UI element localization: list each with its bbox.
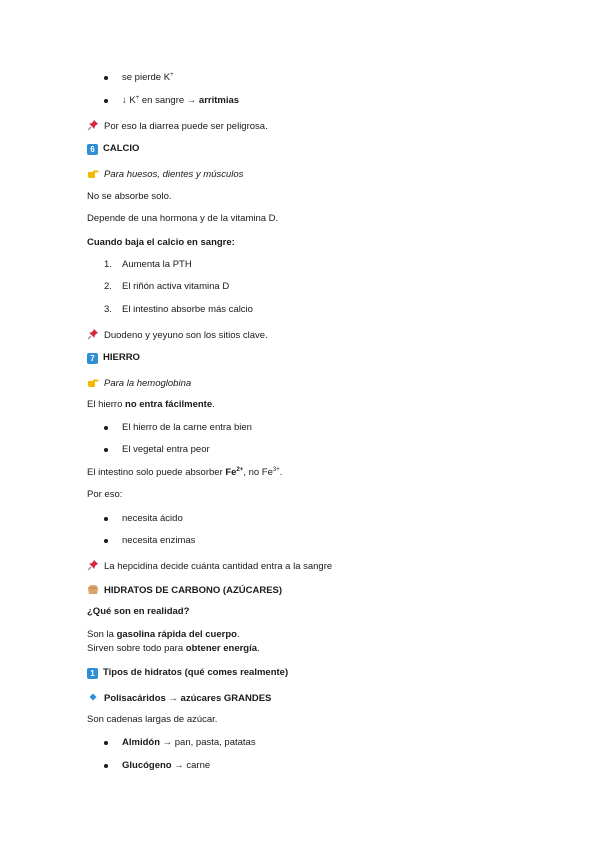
list-item: necesita enzimas	[122, 535, 196, 546]
list-item: Aumenta la PTH	[122, 259, 192, 270]
bullet-dot	[104, 741, 108, 745]
list-item: El intestino absorbe más calcio	[122, 304, 253, 315]
bullet-dot	[104, 517, 108, 521]
list-item: El hierro de la carne entra bien	[122, 422, 252, 433]
bullet-dot	[104, 539, 108, 543]
list-number: 1.	[104, 259, 112, 270]
paragraph: Sirven sobre todo para obtener energía.	[87, 643, 260, 654]
pushpin-icon	[87, 328, 99, 340]
bold-heading: ¿Qué son en realidad?	[87, 606, 190, 617]
bullet-dot	[104, 448, 108, 452]
paragraph: Son cadenas largas de azúcar.	[87, 714, 218, 725]
bullet-dot	[104, 99, 108, 103]
subheading-polisacaridos: Polisacáridos → azúcares GRANDES	[87, 691, 271, 705]
paragraph: Depende de una hormona y de la vitamina D.	[87, 213, 279, 224]
subheading-tipos: 1 Tipos de hidratos (qué comes realmente)	[87, 667, 288, 679]
blue-diamond-icon	[87, 691, 99, 703]
list-number: 3.	[104, 304, 112, 315]
note-line: Por eso la diarrea puede ser peligrosa.	[87, 119, 268, 133]
section-heading-hidratos: HIDRATOS DE CARBONO (AZÚCARES)	[87, 583, 282, 597]
list-item: El vegetal entra peor	[122, 444, 210, 455]
pointing-hand-icon	[87, 167, 99, 179]
keycap-number-icon: 1	[87, 668, 98, 679]
pushpin-icon	[87, 559, 99, 571]
list-number: 2.	[104, 281, 112, 292]
list-item: se pierde K+	[122, 72, 174, 83]
list-item: ↓ K+ en sangre → arritmias	[122, 95, 240, 106]
paragraph: No se absorbe solo.	[87, 191, 172, 202]
bullet-dot	[104, 76, 108, 80]
bullet-dot	[104, 426, 108, 430]
pointing-hand-icon	[87, 376, 99, 388]
pushpin-icon	[87, 119, 99, 131]
keycap-number-icon: 6	[87, 144, 98, 155]
paragraph: El intestino solo puede absorber $Fe^{2+}$, no $Fe^{3+}$.	[87, 467, 283, 478]
bold-heading: Cuando baja el calcio en sangre:	[87, 237, 235, 248]
paragraph: Por eso:	[87, 489, 123, 500]
paragraph: El hierro no entra fácilmente.	[87, 399, 215, 410]
bullet-dot	[104, 764, 108, 768]
list-item: El riñón activa vitamina D	[122, 281, 230, 292]
section-heading-calcio: 6 CALCIO	[87, 143, 139, 155]
note-line: Duodeno y yeyuno son los sitios clave.	[87, 328, 268, 342]
subtitle-line: Para huesos, dientes y músculos	[87, 167, 243, 181]
subtitle-line: Para la hemoglobina	[87, 376, 191, 390]
keycap-number-icon: 7	[87, 353, 98, 364]
note-line: La hepcidina decide cuánta cantidad entra a la sangre	[87, 559, 332, 573]
bread-icon	[87, 583, 99, 595]
list-item: Glucógeno → carne	[122, 760, 211, 771]
section-heading-hierro: 7 HIERRO	[87, 352, 140, 364]
list-item: necesita ácido	[122, 513, 183, 524]
paragraph: Son la gasolina rápida del cuerpo.	[87, 629, 240, 640]
list-item: Almidón → pan, pasta, patatas	[122, 737, 256, 748]
